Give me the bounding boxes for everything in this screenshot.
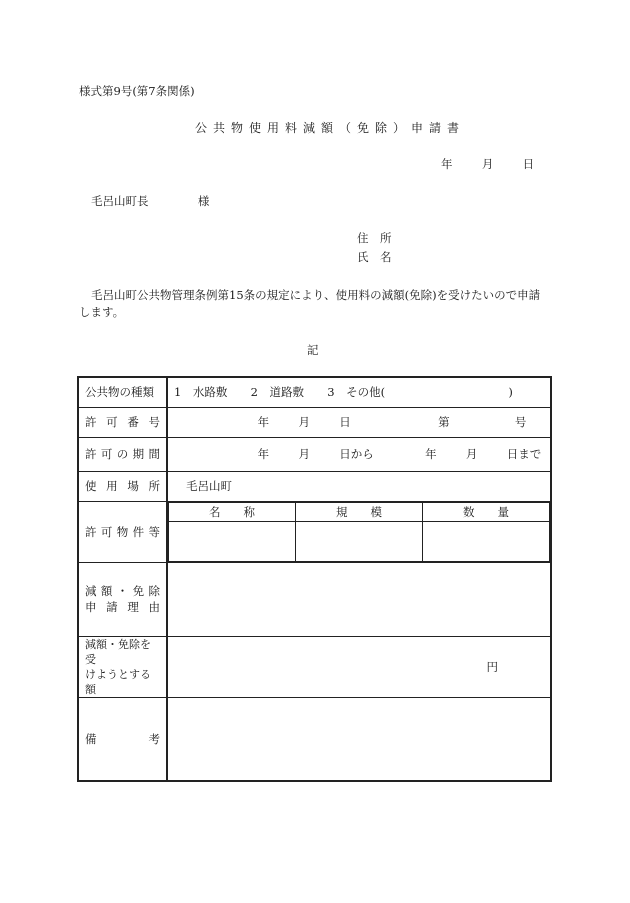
address-label: 住 所 (357, 231, 392, 245)
kind-label: 公共物の種類 (78, 377, 167, 407)
kind-option-1: 1 水路敷 (174, 385, 228, 400)
kind-options (167, 377, 551, 407)
period-to-year: 年 (425, 447, 437, 461)
row-reason (78, 562, 551, 636)
permit-no-dai: 第 (438, 415, 450, 429)
row-kind (78, 377, 551, 407)
permit-no-year: 年 (257, 415, 270, 429)
period-from-month: 月 (298, 447, 310, 461)
permit-no-month: 月 (298, 415, 310, 429)
name-label: 氏 名 (357, 250, 392, 264)
items-header-quantity: 数 量 (423, 502, 550, 521)
period-from-year: 年 (257, 447, 270, 461)
kind-option-close: ) (508, 385, 513, 400)
items-subtable (168, 502, 550, 562)
form-number: 様式第9号(第7条関係) (79, 84, 195, 98)
remarks-value (167, 697, 551, 781)
items-header-scale: 規 模 (296, 502, 423, 521)
ki-heading: 記 (307, 343, 319, 357)
permit-no-go: 号 (514, 415, 527, 429)
row-permit-period (78, 437, 551, 471)
date-year: 年 (441, 157, 453, 171)
permit-period-label: 許 可 の 期 間 (85, 447, 160, 461)
row-remarks (78, 697, 551, 781)
amount-unit: 円 (167, 636, 551, 697)
reason-value (167, 562, 551, 636)
row-permit-number (78, 407, 551, 437)
addressee (91, 194, 209, 208)
date-line (441, 157, 534, 171)
reason-label-1: 減 額 ・ 免 除 (85, 584, 160, 598)
permit-no-value (167, 407, 551, 437)
row-items (78, 501, 551, 562)
amount-label-1: 減額・免除を受 (85, 637, 151, 666)
items-header-name: 名 称 (169, 502, 296, 521)
items-cell-quantity (423, 521, 550, 561)
place-label: 使 用 場 所 (85, 479, 160, 493)
reason-label-2: 申 請 理 由 (85, 600, 160, 614)
permit-no-day: 日 (339, 415, 351, 429)
remarks-label: 備 考 (85, 731, 160, 746)
body-paragraph: 毛呂山町公共物管理条例第15条の規定により、使用料の減額(免除)を受けたいので申請します。 (79, 288, 541, 319)
addressee-name: 毛呂山町長 (91, 194, 149, 208)
items-cell-name (169, 521, 296, 561)
permit-no-label: 許 可 番 号 (85, 415, 160, 429)
place-value: 毛呂山町 (167, 471, 551, 501)
kind-option-3: 3 その他( (327, 385, 386, 400)
date-month: 月 (481, 157, 494, 171)
permit-period-value (167, 437, 551, 471)
date-day: 日 (522, 157, 535, 171)
items-cell-scale (296, 521, 423, 561)
row-amount (78, 636, 551, 697)
addressee-honorific: 様 (197, 194, 210, 208)
amount-label-2: けようとする額 (85, 667, 151, 696)
period-to-month: 月 (465, 447, 478, 461)
row-place (78, 471, 551, 501)
document-title: 公共物使用料減額（免除）申請書 (195, 121, 466, 135)
items-label: 許 可 物 件 等 (85, 524, 160, 539)
period-to-day: 日まで (506, 447, 542, 461)
period-from-day: 日から (339, 447, 374, 461)
kind-option-2: 2 道路敷 (250, 385, 304, 400)
application-table (77, 376, 552, 782)
